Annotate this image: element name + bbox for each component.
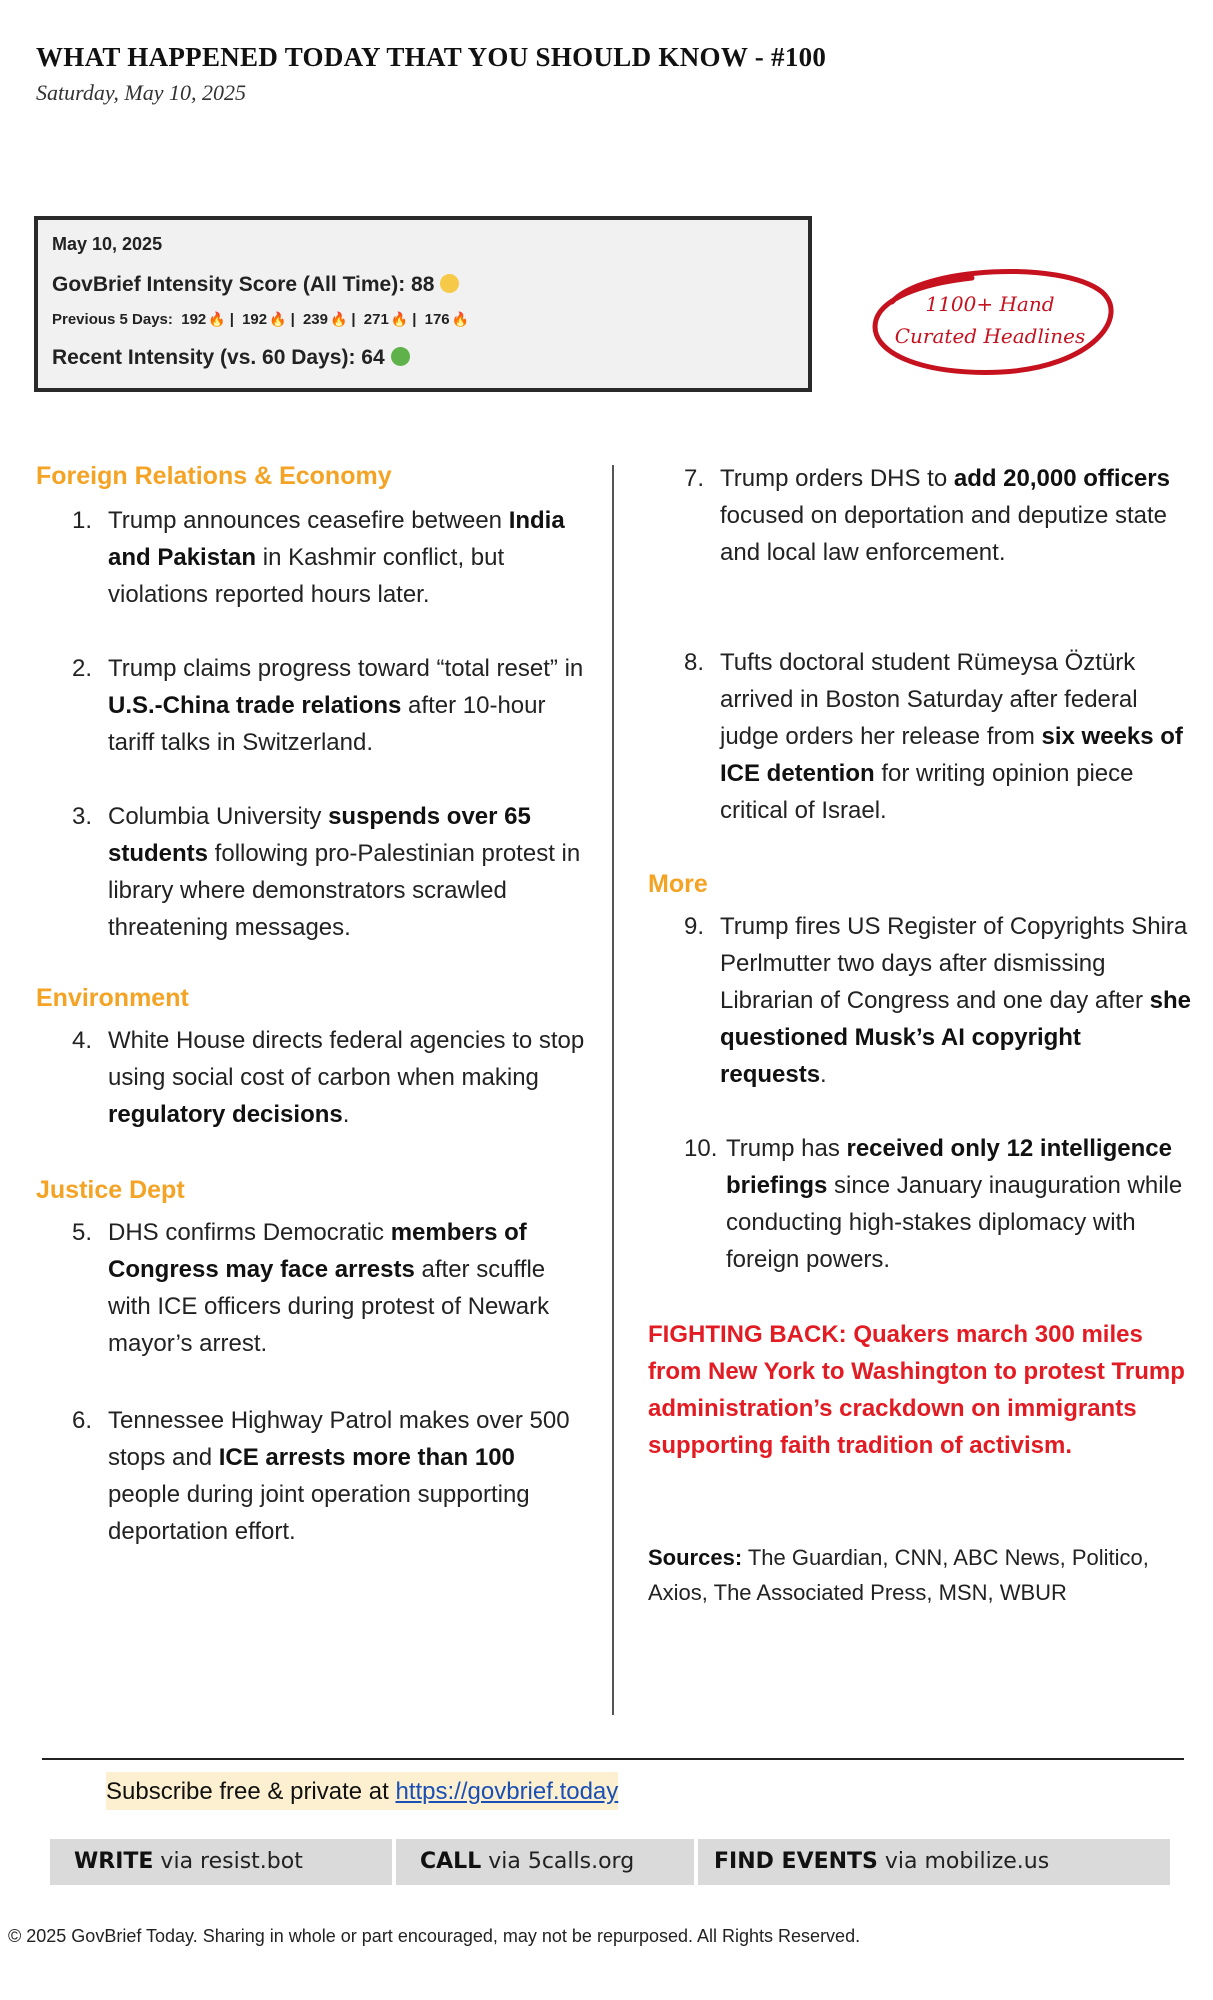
item-text-part: Trump claims progress toward “total reset” in [108, 655, 584, 682]
item-highlight: members of Congress may face arrests [108, 1219, 527, 1283]
sources-list: The Guardian, CNN, ABC News, Politico, Axios, The Associated Press, MSN, WBUR [648, 1545, 1149, 1605]
item-text-part: . [820, 1061, 827, 1088]
item-highlight: she questioned Musk’s AI copyright requests [720, 987, 1191, 1088]
item-number: 6. [72, 1407, 93, 1434]
previous-days: Previous 5 Days: 192 🔥 | 192 🔥 | 239 🔥 | 271 🔥 | 176 🔥 [52, 311, 470, 328]
cta-write-action: WRITE [74, 1849, 154, 1874]
item-text-part: after scuffle with ICE officers during protest of Newark mayor’s arrest. [108, 1256, 550, 1357]
item-text [108, 650, 592, 761]
yellow-circle-icon [440, 274, 459, 293]
item-text-part: since January inauguration while conducting high-stakes diplomacy with foreign powers. [726, 1172, 1183, 1273]
item-text-part: DHS confirms Democratic [108, 1219, 391, 1246]
item-highlight: U.S.-China trade relations [108, 692, 402, 719]
prev-day-5: 176 [424, 311, 450, 328]
item-text [720, 908, 1194, 1093]
item-text-part: Columbia University [108, 803, 329, 830]
item-text-part: in Kashmir conflict, but violations reported hours later. [108, 544, 505, 608]
item-text [726, 1130, 1196, 1278]
fire-icon: 🔥 [269, 311, 287, 327]
intensity-score [52, 273, 794, 297]
cta-events-action: FIND EVENTS [714, 1849, 878, 1874]
item-highlight: suspends over 65 students [108, 803, 531, 867]
item-text [720, 460, 1194, 571]
item-number: 10. [684, 1135, 718, 1162]
item-text-part: White House directs federal agencies to stop using social cost of carbon when making [108, 1027, 585, 1091]
section-environment: Environment [36, 984, 189, 1012]
score-date: May 10, 2025 [52, 234, 163, 254]
item-text-part: Trump has [726, 1135, 847, 1162]
fire-icon: 🔥 [208, 311, 226, 327]
recent-intensity-label: Recent Intensity (vs. 60 Days): 64 [52, 346, 385, 369]
write-resistbot-button[interactable] [50, 1839, 392, 1885]
item-number: 7. [684, 465, 705, 492]
item-text-part: after 10-hour tariff talks in Switzerland. [108, 692, 546, 756]
prev-day-4: 271 [363, 311, 389, 328]
subscribe-banner [106, 1772, 618, 1810]
item-text [108, 1022, 602, 1133]
item-text [108, 798, 592, 946]
stamp-line-1: 1100+ Hand [925, 292, 1055, 316]
item-text [108, 502, 592, 613]
sources [648, 1540, 1188, 1610]
item-text-part: Trump announces ceasefire between [108, 507, 509, 534]
intensity-score-box [34, 216, 812, 392]
item-number: 8. [684, 649, 705, 676]
item-text-part: for writing opinion piece critical of Israel. [720, 760, 1134, 824]
stamp-line-2: Curated Headlines [894, 324, 1086, 348]
section-foreign-relations: Foreign Relations & Economy [36, 462, 392, 490]
item-number: 3. [72, 803, 93, 830]
item-number: 2. [72, 655, 93, 682]
fighting-back-note: FIGHTING BACK: Quakers march 300 miles from New York to Washington to protest Trump administration’s crackdown on immigrants supporting faith tradition of activism. [648, 1321, 1185, 1459]
prev-day-2: 192 [242, 311, 268, 328]
sources-label: Sources: [648, 1545, 743, 1570]
call-5calls-button[interactable] [396, 1839, 694, 1885]
item-highlight: add 20,000 officers [953, 465, 1170, 492]
subscribe-link[interactable]: https://govbrief.today [395, 1778, 619, 1805]
item-number: 1. [72, 507, 93, 534]
item-number: 4. [72, 1027, 93, 1054]
item-highlight: India and Pakistan [108, 507, 565, 571]
item-highlight: six weeks of ICE detention [720, 723, 1183, 787]
item-text [108, 1402, 592, 1550]
column-divider [612, 465, 614, 1715]
item-highlight: received only 12 intelligence briefings [726, 1135, 1172, 1199]
prev-day-3: 239 [302, 311, 328, 328]
item-text [108, 1214, 592, 1362]
cta-events-rest: via mobilize.us [877, 1849, 1050, 1874]
intensity-score-label: GovBrief Intensity Score (All Time): 88 [52, 273, 435, 296]
item-text-part: Tufts doctoral student Rümeysa Öztürk arrived in Boston Saturday after federal judge orders her release from [720, 649, 1138, 750]
green-circle-icon [391, 347, 410, 366]
cta-call-rest: via 5calls.org [481, 1849, 635, 1874]
item-text [720, 644, 1196, 829]
copyright-footer: © 2025 GovBrief Today. Sharing in whole or part encouraged, may not be repurposed. All Rights Reserved. [8, 1926, 861, 1946]
subscribe-text: Subscribe free & private at [106, 1778, 396, 1805]
item-highlight: ICE arrests more than 100 [218, 1444, 515, 1471]
item-highlight: regulatory decisions [108, 1101, 343, 1128]
section-more: More [648, 870, 708, 898]
fire-icon: 🔥 [390, 311, 409, 327]
previous-days-label: Previous 5 Days: [52, 311, 173, 328]
item-text-part: Trump orders DHS to [720, 465, 954, 492]
fire-icon: 🔥 [329, 311, 348, 327]
item-text-part: Tennessee Highway Patrol makes over 500 stops and [108, 1407, 570, 1471]
headlines-stamp-text [862, 288, 1118, 352]
recent-intensity [52, 346, 794, 370]
item-number: 5. [72, 1219, 93, 1246]
cta-call-action: CALL [420, 1849, 482, 1874]
item-number: 9. [684, 913, 705, 940]
footer-divider [42, 1758, 1184, 1760]
find-events-mobilize-button[interactable] [698, 1839, 1170, 1885]
section-justice: Justice Dept [36, 1176, 185, 1204]
item-text-part: focused on deportation and deputize state and local law enforcement. [720, 502, 1167, 566]
item-text-part: people during joint operation supporting deportation effort. [108, 1481, 530, 1545]
prev-day-1: 192 [181, 311, 207, 328]
page-date: Saturday, May 10, 2025 [36, 80, 246, 105]
item-text-part: Trump fires US Register of Copyrights Shira Perlmutter two days after dismissing Librarian of Congress and one day after [720, 913, 1188, 1014]
item-text-part: following pro-Palestinian protest in library where demonstrators scrawled threatening messages. [108, 840, 581, 941]
fire-icon: 🔥 [451, 311, 470, 327]
cta-write-rest: via resist.bot [153, 1849, 303, 1874]
item-text-part: . [342, 1101, 350, 1128]
page-title: WHAT HAPPENED TODAY THAT YOU SHOULD KNOW - #100 [36, 42, 827, 72]
